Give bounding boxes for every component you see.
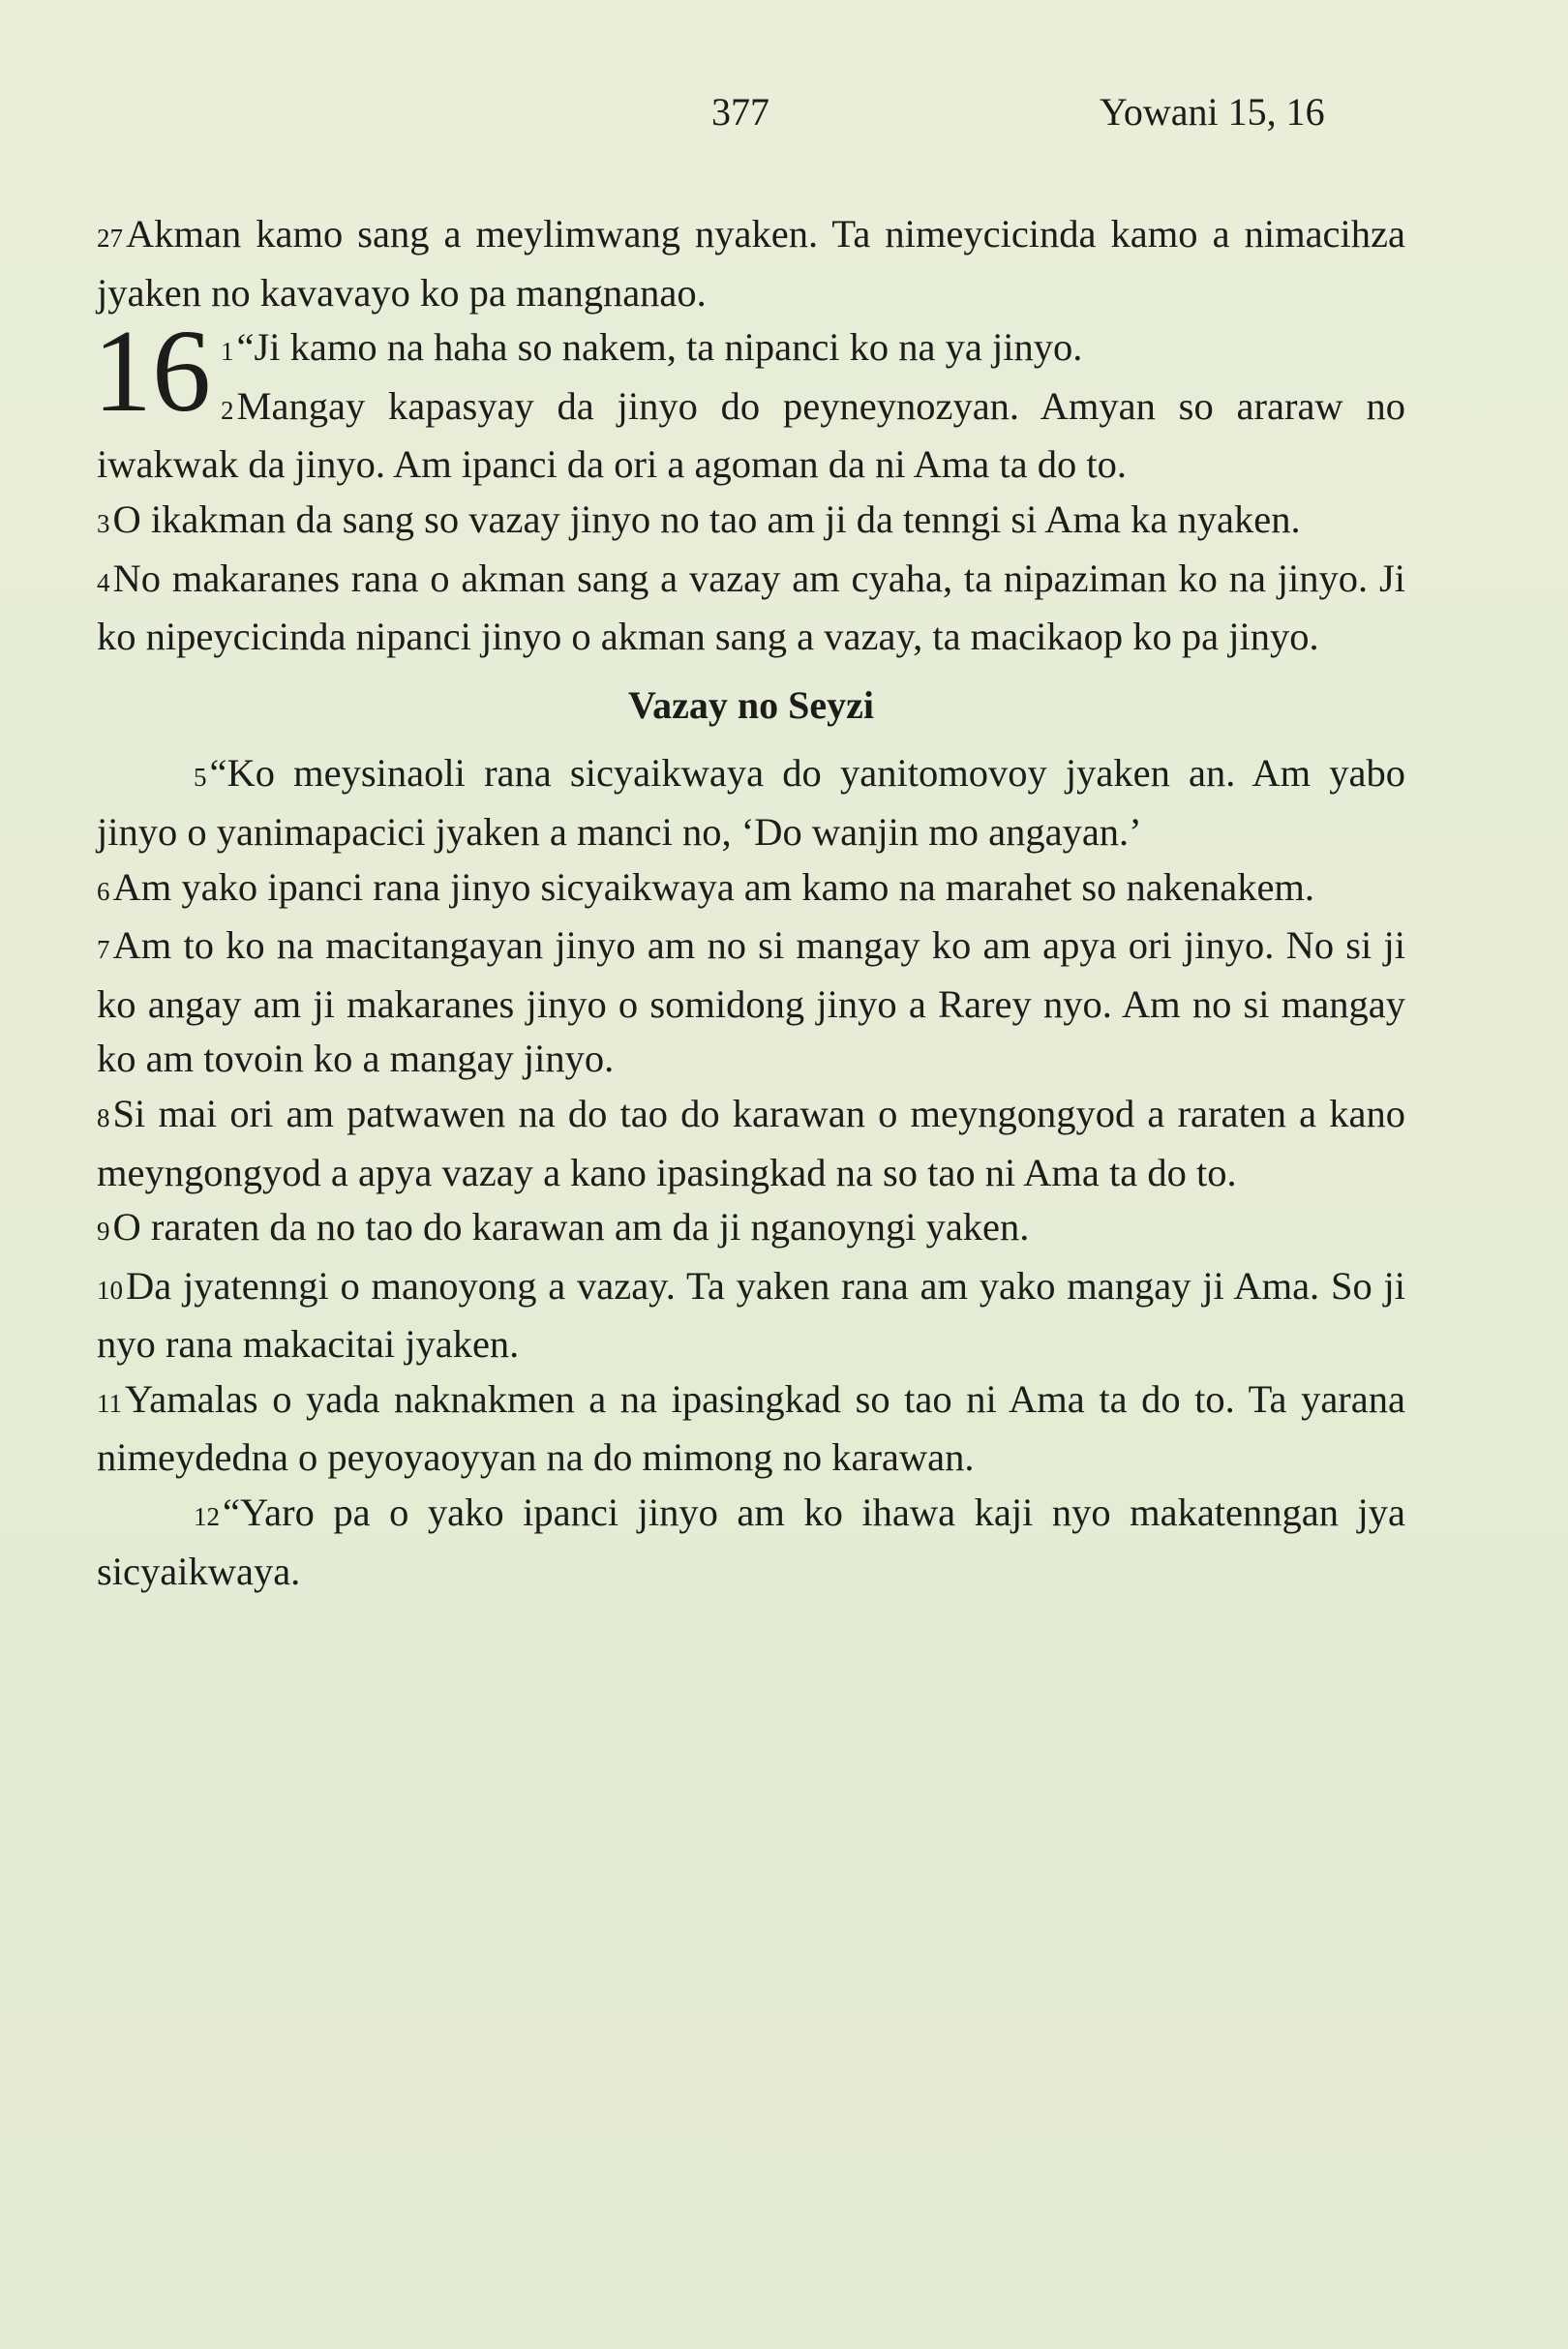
- verse-text: “Yaro pa o yako ipanci jinyo am ko ihawa kaji nyo makatenngan jya sicyaikwaya.: [97, 1491, 1405, 1593]
- verse-text: Yamalas o yada naknakmen a na ipasingkad so tao ni Ama ta do to. Ta yarana nimeydedna o peyoyaoyyan na do mimong no karawan.: [97, 1376, 1405, 1480]
- verse: [97, 1087, 1405, 1200]
- verse-text: “Ji kamo na haha so nakem, ta nipanci ko na ya jinyo.: [236, 325, 1083, 370]
- verse: [97, 860, 1405, 919]
- verse: [97, 1200, 1405, 1259]
- verse-text: “Ko meysinaoli rana sicyaikwaya do yanitomovoy jyaken an. Am yabo jinyo o yanimapacici jyaken a manci no, ‘Do wanjin mo angayan.’: [97, 751, 1405, 854]
- verse: [97, 207, 1405, 320]
- verse-number: 1: [221, 337, 234, 367]
- verse: [97, 1259, 1405, 1372]
- verse-text: O ikakman da sang so vazay jinyo no tao am ji da tenngi si Ama ka nyaken.: [112, 497, 1301, 541]
- verse-number: 2: [221, 395, 234, 425]
- verse-number: 10: [97, 1275, 123, 1305]
- page-number: 377: [711, 90, 769, 134]
- verse: [97, 1372, 1405, 1486]
- verse-number: 5: [194, 763, 207, 793]
- page-header: [0, 89, 1568, 147]
- running-head: Yowani 15, 16: [1100, 90, 1325, 134]
- verse-text: Akman kamo sang a meylimwang nyaken. Ta nimeycicinda kamo a nimacihza jyaken no kavavayo ko pa mangnanao.: [97, 212, 1405, 315]
- verse: [97, 493, 1405, 552]
- verse-number: 11: [97, 1388, 122, 1418]
- section-heading: Vazay no Seyzi: [627, 682, 875, 727]
- verse: [97, 552, 1405, 665]
- verse: [97, 1486, 1405, 1599]
- verse-number: 9: [97, 1217, 110, 1247]
- verse-text: Si mai ori am patwawen na do tao do karawan o meyngongyod a raraten a kano meyngongyod a apya vazay a kano ipasingkad na so tao ni Ama ta do to.: [97, 1091, 1405, 1194]
- verse-number: 12: [194, 1502, 220, 1532]
- scripture-text: [93, 207, 1405, 1599]
- verse: [97, 746, 1405, 859]
- verse-number: 8: [97, 1102, 110, 1132]
- verse-text: No makaranes rana o akman sang a vazay am cyaha, ta nipaziman ko na jinyo. Ji ko nipeycicinda nipanci jinyo o akman sang a vazay, ta macikaop ko pa jinyo.: [97, 556, 1405, 659]
- verse-number: 6: [97, 876, 110, 906]
- verse-number: 7: [97, 935, 110, 965]
- verse: [97, 379, 1405, 493]
- verse-text: Am to ko na macitangayan jinyo am no si mangay ko am apya ori jinyo. No si ji ko angay am ji makaranes jinyo o somidong jinyo a Rarey nyo. Am no si mangay ko am tovoin ko a mangay jinyo.: [97, 923, 1405, 1081]
- verse-number: 4: [97, 567, 110, 597]
- verse: [97, 919, 1405, 1087]
- verse-text: Am yako ipanci rana jinyo sicyaikwaya am kamo na marahet so nakenakem.: [112, 864, 1315, 909]
- verse-text: Da jyatenngi o manoyong a vazay. Ta yaken rana am yako mangay ji Ama. So ji nyo rana makacitai jyaken.: [97, 1263, 1405, 1367]
- verse-number: 3: [97, 508, 110, 538]
- chapter-number: 16: [93, 306, 211, 437]
- verse-number: 27: [97, 224, 123, 253]
- verse-text: O raraten da no tao do karawan am da ji nganoyngi yaken.: [112, 1205, 1030, 1250]
- verse-text: Mangay kapasyay da jinyo do peyneynozyan. Amyan so araraw no iwakwak da jinyo. Am ipanci da ori a agoman da ni Ama ta do to.: [97, 383, 1405, 487]
